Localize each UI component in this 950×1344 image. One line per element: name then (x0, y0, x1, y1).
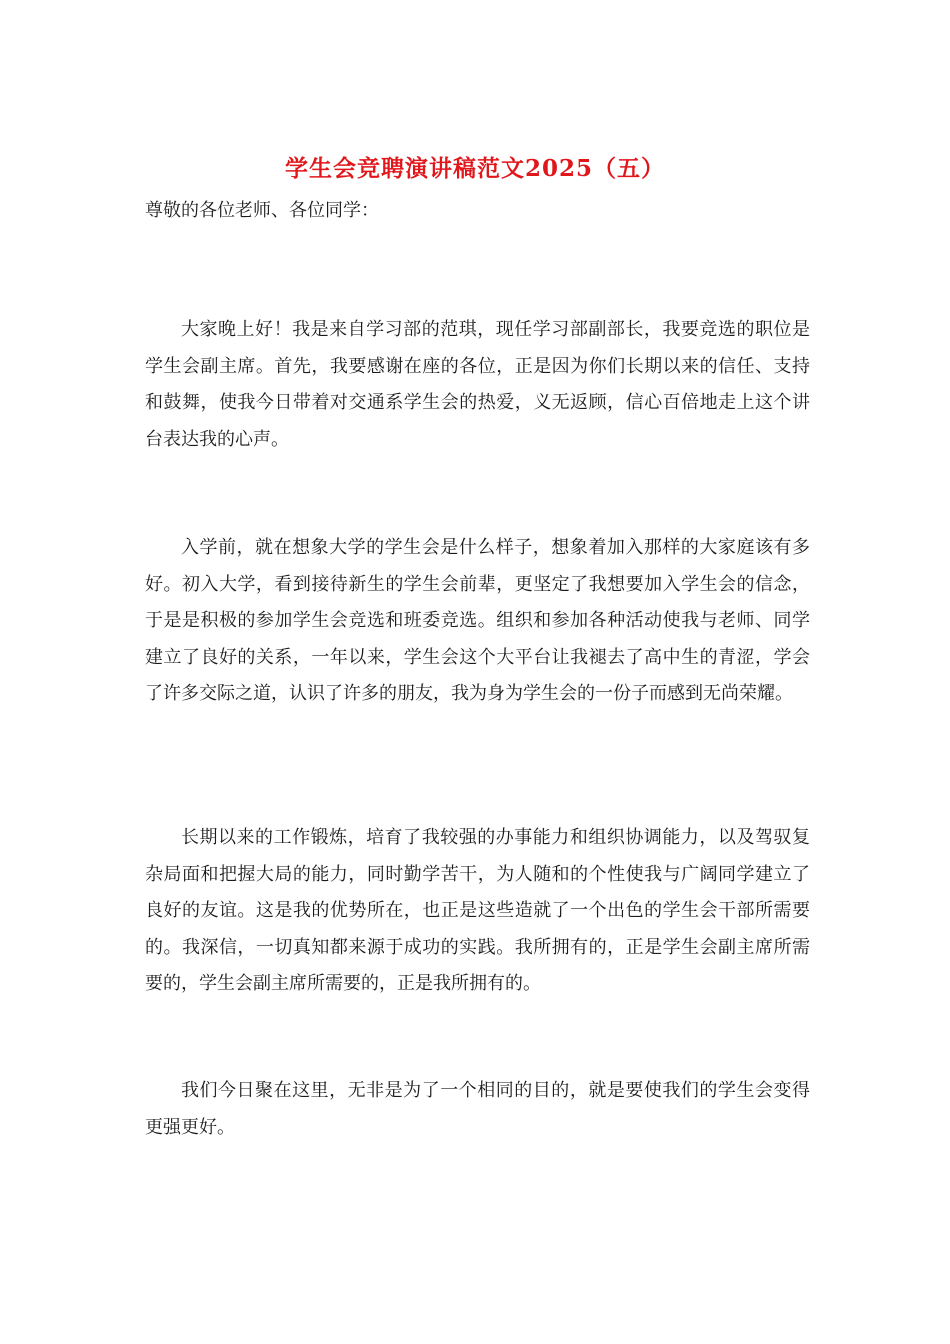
paragraph-2: 入学前，就在想象大学的学生会是什么样子，想象着加入那样的大家庭该有多好。初入大学，看到接待新生的学生会前辈，更坚定了我想要加入学生会的信念，于是是积极的参加学生会竞选和班委竞选。组织和参加各种活动使我与老师、同学建立了良好的关系，一年以来，学生会这个大平台让我褪去了高中生的青涩，学会了许多交际之道，认识了许多的朋友，我为身为学生会的一份子而感到无尚荣耀。 (145, 537, 810, 705)
greeting-line: 尊敬的各位老师、各位同学： (145, 200, 379, 221)
paragraph-4: 我们今日聚在这里，无非是为了一个相同的目的，就是要使我们的学生会变得更强更好。 (145, 1080, 810, 1138)
paragraph-1: 大家晚上好！我是来自学习部的范琪，现任学习部副部长，我要竞选的职位是学生会副主席。首先，我要感谢在座的各位，正是因为你们长期以来的信任、支持和鼓舞，使我今日带着对交通系学生会的热爱，义无返顾，信心百倍地走上这个讲台表达我的心声。 (145, 319, 810, 450)
document-title: 学生会竞聘演讲稿范文2025（五） (284, 155, 665, 182)
paragraph-3: 长期以来的工作锻炼，培育了我较强的办事能力和组织协调能力，以及驾驭复杂局面和把握大局的能力，同时勤学苦干，为人随和的个性使我与广阔同学建立了良好的友谊。这是我的优势所在，也正是这些造就了一个出色的学生会干部所需要的。我深信，一切真知都来源于成功的实践。我所拥有的，正是学生会副主席所需要的，学生会副主席所需要的，正是我所拥有的。 (145, 827, 810, 995)
